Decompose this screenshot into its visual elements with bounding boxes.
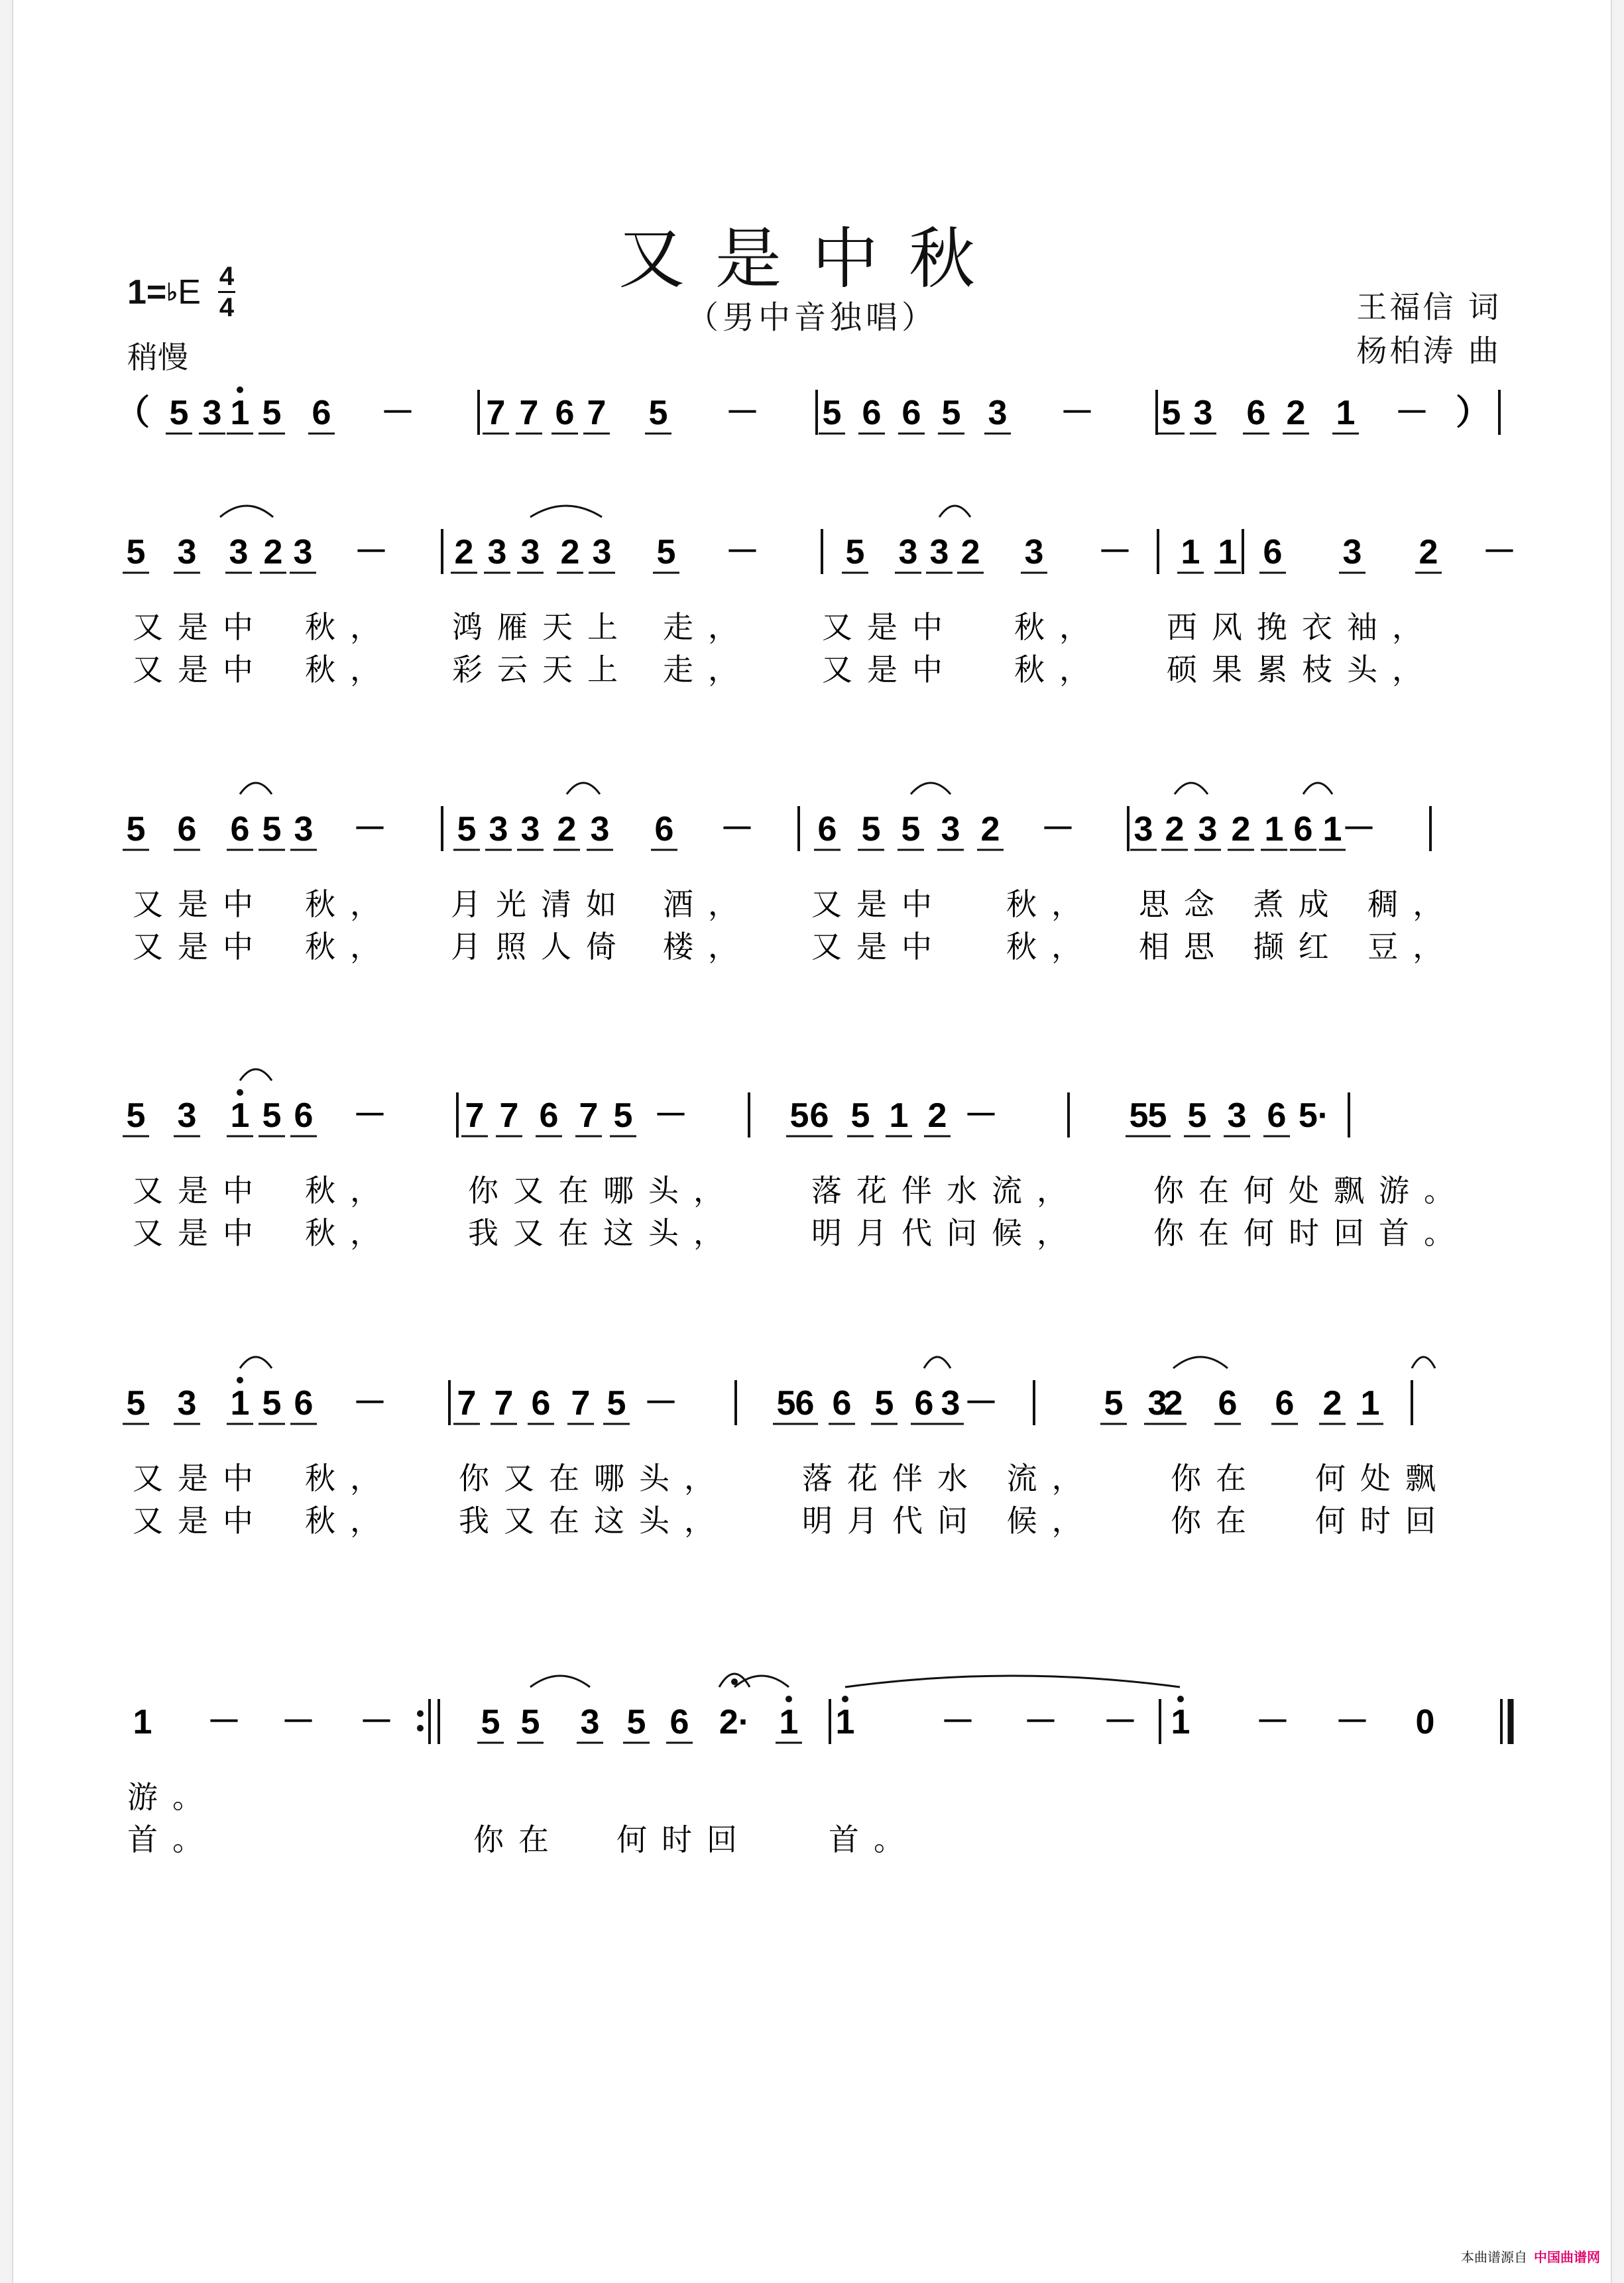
dash-note: － — [1102, 1703, 1138, 1741]
jianpu-note: 2 — [454, 533, 474, 571]
dash-note: － — [352, 1384, 388, 1423]
jianpu-note: 5 — [1187, 1096, 1207, 1135]
lyric-segment: 秋， — [305, 609, 395, 645]
jianpu-note: 6 — [1218, 1384, 1238, 1423]
lyric-segment: 落花伴水 流， — [802, 1460, 1097, 1496]
time-bottom: 4 — [219, 293, 235, 322]
jianpu-note: 1 — [1181, 533, 1200, 571]
slur — [1175, 783, 1208, 794]
lyric-segment: 又是中 — [133, 1173, 268, 1208]
slur — [1173, 1357, 1228, 1368]
jianpu-note: 0 — [1415, 1703, 1435, 1741]
dash-note: － — [719, 810, 755, 849]
jianpu-note: 6 — [832, 1384, 852, 1423]
lyric-segment: 秋， — [1014, 609, 1104, 645]
jianpu-note: 5 — [941, 394, 961, 432]
jianpu-note: 3 — [941, 1384, 960, 1423]
dash-note: － — [643, 1384, 679, 1423]
lyric-segment: 你在何处飘游。 — [1153, 1173, 1469, 1208]
dash-note: － — [653, 1096, 689, 1135]
song-title: 又是中秋 — [618, 220, 1006, 298]
jianpu-note: 5 — [861, 810, 881, 849]
high-octave-dot — [785, 1696, 792, 1702]
slur — [1412, 1357, 1435, 1368]
jianpu-note: 2 — [1165, 810, 1185, 849]
jianpu-note: 6 — [669, 1703, 689, 1741]
slur — [530, 1676, 590, 1687]
high-octave-dot — [237, 1089, 243, 1096]
lyric-segment: 鸿雁天上 — [452, 609, 632, 645]
flat-sign: ♭ — [166, 278, 178, 306]
dash-note: － — [206, 1703, 242, 1741]
lyric-segment: 又是中 — [133, 1460, 268, 1496]
lyric-segment: 又是中 — [133, 886, 268, 922]
lyric-segment: 又是中 — [133, 652, 268, 687]
time-top: 4 — [219, 262, 235, 291]
jianpu-note: 3 — [1024, 533, 1044, 571]
slur — [911, 783, 951, 794]
lyric-segment: 彩云天上 — [452, 652, 632, 687]
jianpu-note: 6 — [294, 1384, 314, 1423]
jianpu-note: 2 — [263, 533, 283, 571]
jianpu-note: 3 — [941, 810, 960, 849]
jianpu-note: 2 — [980, 810, 1000, 849]
jianpu-note: 5 — [789, 1096, 809, 1135]
lyric-segment: 秋， — [305, 652, 395, 687]
jianpu-note: 3 — [590, 810, 610, 849]
lyric-segment: 首。 — [829, 1822, 919, 1857]
jianpu-note: 5 — [874, 1384, 894, 1423]
jianpu-note: 6 — [795, 1384, 815, 1423]
slur — [1303, 783, 1332, 794]
dash-note: － — [280, 1703, 316, 1741]
composer-credit: 杨柏涛 曲 — [1356, 333, 1501, 369]
high-octave-dot — [237, 1377, 243, 1383]
lyric-segment: 酒， — [663, 886, 753, 922]
jianpu-note: 2 — [960, 533, 980, 571]
lyric-segment: 西风挽衣袖， — [1167, 609, 1437, 645]
lyric-segment: 你在 — [1171, 1460, 1261, 1496]
jianpu-note: 1 — [889, 1096, 909, 1135]
jianpu-note: 3 — [898, 533, 918, 571]
jianpu-note: 3 — [294, 810, 314, 849]
tempo-marking: 稍慢 — [127, 339, 188, 375]
lyric-segment: 又是中 — [822, 609, 957, 645]
jianpu-note: 2 — [1286, 394, 1306, 432]
lyric-segment: 我又在这头， — [468, 1215, 738, 1251]
jianpu-note: 3 — [592, 533, 612, 571]
jianpu-note: 6 — [294, 1096, 314, 1135]
jianpu-note: 2 — [560, 533, 580, 571]
lyric-segment: 又是中 — [811, 886, 947, 922]
jianpu-note: 6 — [531, 1384, 551, 1423]
jianpu-note: 3 — [1147, 1384, 1167, 1423]
jianpu-note: 5 — [262, 810, 282, 849]
jianpu-note: 5 — [656, 533, 676, 571]
slur — [240, 1357, 272, 1368]
dash-note: － — [1334, 1703, 1370, 1741]
lyric-segment: 又是中 — [133, 609, 268, 645]
jianpu-note: 5 — [481, 1703, 500, 1741]
fermata-dot — [731, 1678, 738, 1685]
lyric-segment: 又是中 — [133, 1215, 268, 1251]
jianpu-note: 1 — [230, 1096, 250, 1135]
jianpu-note: 1 — [1336, 394, 1356, 432]
key-prefix: 1= — [127, 272, 167, 312]
dash-note: － — [352, 810, 388, 849]
jianpu-note: 1 — [1360, 1384, 1380, 1423]
jianpu-note: 6 — [901, 394, 921, 432]
lyric-segment: 硕果累枝头， — [1167, 652, 1437, 687]
lyric-segment: 游。 — [127, 1779, 217, 1815]
jianpu-note: 1 — [779, 1703, 799, 1741]
jianpu-note: ） — [1455, 394, 1491, 432]
jianpu-note: 5 — [126, 1096, 146, 1135]
lyric-segment: 秋， — [1014, 652, 1104, 687]
jianpu-note: 5 — [169, 394, 189, 432]
jianpu-note: 6 — [1267, 1096, 1287, 1135]
jianpu-note: 3 — [929, 533, 949, 571]
jianpu-note: 3 — [988, 394, 1008, 432]
jianpu-note: 3 — [580, 1703, 600, 1741]
lyric-segment: 秋， — [305, 886, 395, 922]
lyric-segment: 又是中 — [822, 652, 957, 687]
lyric-segment: 何时回 — [1315, 1503, 1450, 1539]
jianpu-note: 6 — [817, 810, 837, 849]
jianpu-note: 5 — [262, 394, 282, 432]
jianpu-note: 6 — [539, 1096, 559, 1135]
jianpu-note: 6 — [555, 394, 575, 432]
high-octave-dot — [1177, 1696, 1184, 1702]
jianpu-note: 3 — [1133, 810, 1153, 849]
dash-note: － — [353, 533, 389, 571]
jianpu-note: 5 — [613, 1096, 633, 1135]
footer — [1461, 2247, 1600, 2266]
jianpu-note: 1 — [1171, 1703, 1190, 1741]
slur — [924, 1357, 951, 1368]
repeat-dot — [417, 1710, 424, 1717]
high-octave-dot — [842, 1696, 848, 1702]
lyric-segment: 又是中 — [811, 929, 947, 965]
dash-note: － — [1481, 533, 1517, 571]
lyric-segment: 楼， — [663, 929, 753, 965]
jianpu-note: 3 — [177, 533, 197, 571]
jianpu-note: 3 — [202, 394, 222, 432]
lyric-segment: 秋， — [305, 1173, 395, 1208]
dash-note: － — [725, 533, 760, 571]
jianpu-note: 7 — [519, 394, 539, 432]
lyric-segment: 何处飘 — [1315, 1460, 1450, 1496]
dash-note: － — [963, 1384, 999, 1423]
footer-site: 中国曲谱网 — [1534, 2251, 1600, 2265]
jianpu-note: 3 — [1198, 810, 1218, 849]
lyric-segment: 秋， — [305, 929, 395, 965]
repeat-dot — [417, 1725, 424, 1731]
lyric-segment: 月光清如 — [451, 886, 631, 922]
jianpu-note: 6 — [312, 394, 331, 432]
jianpu-note: 3 — [1342, 533, 1362, 571]
jianpu-note: 3 — [177, 1096, 197, 1135]
dash-note: － — [1023, 1703, 1059, 1741]
jianpu-note: 5 — [845, 533, 865, 571]
jianpu-note: 1 — [835, 1703, 855, 1741]
dash-note: － — [359, 1703, 394, 1741]
jianpu-note: 6 — [1275, 1384, 1295, 1423]
lyric-segment: 秋， — [1006, 929, 1096, 965]
jianpu-note: 5 — [1161, 394, 1181, 432]
lyric-segment: 你在何时回首。 — [1153, 1215, 1469, 1251]
jianpu-note: 1 — [133, 1703, 152, 1741]
jianpu-note: 6 — [1293, 810, 1313, 849]
jianpu-note: 2 — [1163, 1384, 1183, 1423]
lyric-segment: 走， — [663, 652, 753, 687]
jianpu-note: 5 — [822, 394, 842, 432]
lyricist-credit: 王福信 词 — [1356, 289, 1501, 325]
dash-note: － — [963, 1096, 999, 1135]
jianpu-note: 1 — [1264, 810, 1284, 849]
lyric-segment: 秋， — [1006, 886, 1096, 922]
song-subtitle: （男中音独唱） — [686, 299, 937, 336]
jianpu-note: 2 — [1419, 533, 1438, 571]
lyric-segment: 你在 — [1171, 1503, 1261, 1539]
lyric-segment: 何时回 — [616, 1822, 752, 1857]
jianpu-note: 7 — [457, 1384, 477, 1423]
jianpu-note: 1 — [230, 394, 250, 432]
slur — [530, 506, 602, 517]
slur — [240, 783, 272, 794]
dash-note: － — [352, 1096, 388, 1135]
high-octave-dot — [237, 386, 243, 393]
jianpu-note: 3 — [229, 533, 249, 571]
dash-note: － — [940, 1703, 976, 1741]
lyric-segment: 思念 煮成 稠， — [1139, 886, 1458, 922]
lyric-segment: 我又在这头， — [459, 1503, 729, 1539]
jianpu-note: 7 — [465, 1096, 485, 1135]
lyric-segment: 秋， — [305, 1215, 395, 1251]
jianpu-note: 7 — [499, 1096, 519, 1135]
lyric-segment: 你在 — [473, 1822, 563, 1857]
dash-note: － — [1255, 1703, 1291, 1741]
jianpu-note: 6 — [654, 810, 674, 849]
jianpu-note: 5 — [457, 810, 477, 849]
lyric-segment: 又是中 — [133, 1503, 268, 1539]
lyric-segment: 明月代问候， — [811, 1215, 1082, 1251]
lyric-segment: 你又在哪头， — [459, 1460, 729, 1496]
lyric-segment: 秋， — [305, 1503, 395, 1539]
jianpu-note: 5 — [607, 1384, 626, 1423]
jianpu-note: 7 — [494, 1384, 514, 1423]
jianpu-note: 7 — [486, 394, 506, 432]
jianpu-note: 2 — [557, 810, 577, 849]
jianpu-note: 5 — [776, 1384, 796, 1423]
jianpu-note: 1 — [230, 1384, 250, 1423]
jianpu-note: 2 — [927, 1096, 947, 1135]
dash-note: － — [725, 394, 760, 432]
jianpu-note: 3 — [293, 533, 313, 571]
jianpu-note: 5 — [262, 1096, 282, 1135]
jianpu-note: 6 — [809, 1096, 829, 1135]
jianpu-note: 1 — [1322, 810, 1342, 849]
lyric-segment: 首。 — [127, 1822, 217, 1857]
jianpu-note: 6 — [1246, 394, 1266, 432]
jianpu-note: 5 — [262, 1384, 282, 1423]
jianpu-note: 3 — [520, 810, 540, 849]
jianpu-note: 3 — [1227, 1096, 1247, 1135]
jianpu-note: 5 — [648, 394, 668, 432]
jianpu-note: 6 — [177, 810, 197, 849]
jianpu-note: （ — [115, 394, 150, 432]
jianpu-note: 5· — [1298, 1096, 1330, 1135]
lyric-segment: 你又在哪头， — [468, 1173, 738, 1208]
jianpu-note: 3 — [177, 1384, 197, 1423]
jianpu-note: 3 — [489, 810, 508, 849]
jianpu-note: 7 — [579, 1096, 599, 1135]
jianpu-note: 7 — [571, 1384, 591, 1423]
jianpu-note: 2· — [719, 1703, 750, 1741]
jianpu-note: 6 — [862, 394, 882, 432]
slur — [567, 783, 600, 794]
jianpu-note: 5 — [901, 810, 921, 849]
jianpu-note: 5 — [126, 1384, 146, 1423]
slur — [240, 1069, 272, 1081]
jianpu-note: 3 — [520, 533, 540, 571]
jianpu-note: 7 — [587, 394, 607, 432]
lyric-segment: 相思 撷红 豆， — [1139, 929, 1458, 965]
jianpu-note: 3 — [487, 533, 507, 571]
jianpu-note: 6 — [914, 1384, 934, 1423]
jianpu-note: 5 — [520, 1703, 540, 1741]
lyric-segment: 又是中 — [133, 929, 268, 965]
jianpu-note: 1 — [1218, 533, 1238, 571]
jianpu-note: 5 — [126, 533, 146, 571]
dash-note: － — [1097, 533, 1133, 571]
jianpu-note: 5 — [1147, 1096, 1167, 1135]
jianpu-note: 2 — [1231, 810, 1251, 849]
lyric-segment: 落花伴水流， — [811, 1173, 1082, 1208]
dash-note: － — [1341, 810, 1377, 849]
footer-source: 本曲谱源自 — [1461, 2251, 1527, 2265]
jianpu-note: 5 — [126, 810, 146, 849]
lyric-segment: 明月代问 候， — [802, 1503, 1097, 1539]
dash-note: － — [1394, 394, 1430, 432]
jianpu-note: 5 — [850, 1096, 870, 1135]
lyric-segment: 走， — [663, 609, 753, 645]
slur — [939, 506, 970, 517]
lyric-segment: 月照人倚 — [451, 929, 631, 965]
slur — [220, 506, 273, 517]
dash-note: － — [1040, 810, 1076, 849]
jianpu-note: 5 — [626, 1703, 646, 1741]
jianpu-note: 5 — [1104, 1384, 1124, 1423]
jianpu-note: 5 — [1129, 1096, 1149, 1135]
dash-note: － — [380, 394, 416, 432]
dash-note: － — [1059, 394, 1095, 432]
jianpu-note: 3 — [1193, 394, 1213, 432]
slur — [845, 1676, 1180, 1687]
jianpu-note: 2 — [1322, 1384, 1342, 1423]
key-note: E — [178, 272, 201, 312]
jianpu-note: 6 — [1263, 533, 1283, 571]
lyric-segment: 秋， — [305, 1460, 395, 1496]
jianpu-note: 6 — [230, 810, 250, 849]
